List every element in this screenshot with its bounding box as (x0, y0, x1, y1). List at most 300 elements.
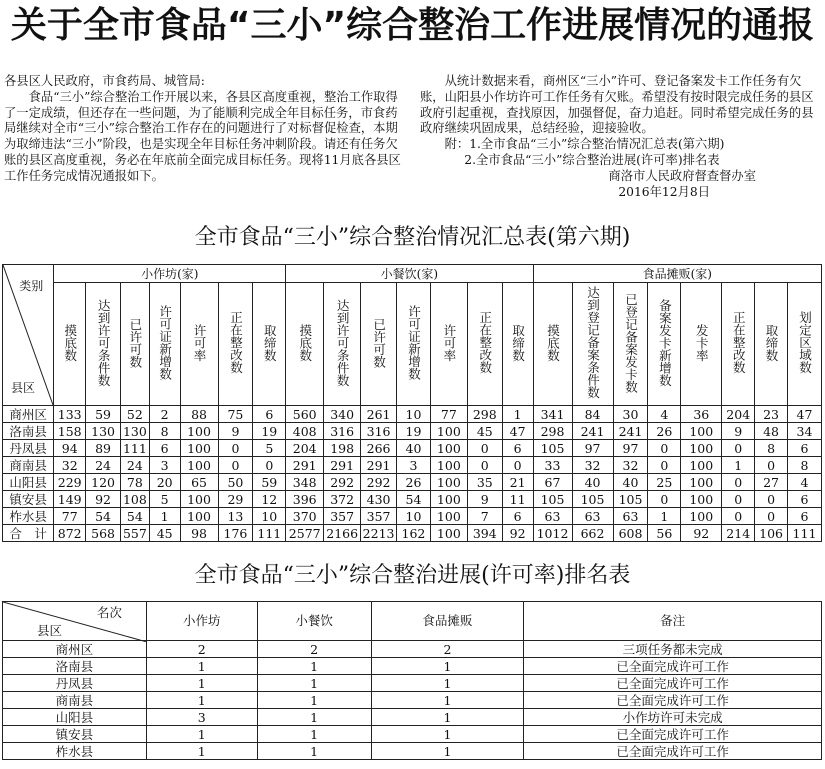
value-cell: 84 (572, 406, 613, 423)
value-cell: 298 (533, 423, 572, 440)
table1-title: 全市食品“三小”综合整治情况汇总表(第六期) (194, 225, 631, 250)
remark-cell: 已全面完成许可工作 (524, 692, 822, 709)
rank-cell: 1 (371, 709, 524, 726)
county-cell: 商州区 (3, 641, 147, 658)
value-cell: 67 (533, 474, 572, 491)
header-vendor: 食品摊贩 (371, 602, 524, 641)
value-cell: 6 (502, 440, 533, 457)
value-cell: 100 (430, 525, 467, 542)
column-header (533, 283, 572, 406)
value-cell: 32 (613, 457, 648, 474)
value-cell: 100 (180, 457, 218, 474)
value-cell: 340 (324, 406, 361, 423)
value-cell: 1012 (533, 525, 572, 542)
value-cell: 298 (467, 406, 502, 423)
column-header-label: 正在整改数 (228, 311, 244, 374)
value-cell: 9 (218, 423, 253, 440)
body-paragraph-2: 从统计数据来看，商州区“三小”许可、登记备案发卡工作任务有欠账，山阳县小作坊许可工作任务有欠账。希望没有按时限完成任务的县区政府引起重视，查找原因，加强督促，奋力追赶。同时希望完成任务的县政府继续巩固成果，总结经验，迎接验收。 (420, 74, 814, 136)
value-cell: 176 (218, 525, 253, 542)
value-cell: 341 (533, 406, 572, 423)
value-cell: 560 (286, 406, 324, 423)
value-cell: 92 (86, 491, 121, 508)
table-row (3, 406, 822, 423)
column-header-label: 正在整改数 (731, 311, 747, 374)
table-row (3, 508, 822, 525)
rank-cell: 1 (146, 743, 257, 760)
value-cell: 11 (502, 491, 533, 508)
body-paragraph-1: 食品“三小”综合整治工作开展以来，各县区高度重视，整治工作取得了一定成绩，但还存在一些问题，为了能顺利完成全年目标任务，市食药局继续对全市“三小”综合整治工作存在的问题进行了对标督促检查，本期为取缔违法“三小”阶段，也是实现全年目标任务冲刺阶段。请还有任务欠账的县区高度重视，务必在年底前全面完成目标任务。现将11月底各县区工作任务完成情况通报如下。 (4, 89, 401, 183)
rank-cell: 1 (257, 709, 371, 726)
column-header-label: 发卡率 (694, 323, 710, 362)
value-cell: 430 (361, 491, 397, 508)
column-header (572, 283, 613, 406)
attachment-1: 附：1.全市食品“三小”综合整治情况汇总表(第六期) (444, 137, 725, 152)
value-cell: 0 (755, 508, 788, 525)
value-cell: 162 (397, 525, 431, 542)
value-cell: 8 (755, 440, 788, 457)
signer: 商洛市人民政府督查督办室 (608, 168, 756, 183)
value-cell: 0 (755, 491, 788, 508)
summary-table (2, 264, 822, 542)
group-header-workshop: 小作坊(家) (54, 265, 286, 283)
value-cell: 0 (218, 440, 253, 457)
value-cell: 241 (613, 423, 648, 440)
column-header-label: 取缔数 (510, 323, 526, 362)
value-cell: 100 (180, 508, 218, 525)
value-cell: 111 (121, 440, 150, 457)
value-cell: 372 (324, 491, 361, 508)
value-cell: 52 (121, 406, 150, 423)
rank-cell: 1 (257, 726, 371, 743)
value-cell: 100 (430, 440, 467, 457)
value-cell: 100 (681, 457, 722, 474)
column-header (787, 283, 821, 406)
table-row (3, 743, 822, 760)
value-cell: 316 (324, 423, 361, 440)
value-cell: 6 (787, 491, 821, 508)
value-cell: 0 (722, 508, 755, 525)
value-cell: 568 (86, 525, 121, 542)
value-cell: 30 (613, 406, 648, 423)
table1-corner-cell (3, 265, 54, 406)
rank-cell: 1 (371, 692, 524, 709)
value-cell: 19 (253, 423, 286, 440)
value-cell: 26 (648, 423, 681, 440)
value-cell: 557 (121, 525, 150, 542)
column-header (54, 283, 86, 406)
value-cell: 0 (467, 457, 502, 474)
value-cell: 100 (180, 491, 218, 508)
value-cell: 292 (324, 474, 361, 491)
column-header-label: 许可证新增数 (157, 305, 173, 380)
column-header (218, 283, 253, 406)
value-cell: 0 (755, 457, 788, 474)
column-header-label: 已许可数 (127, 317, 143, 368)
value-cell: 0 (722, 474, 755, 491)
value-cell: 20 (149, 474, 180, 491)
column-header-label: 许可率 (441, 323, 457, 362)
rank-cell: 1 (257, 743, 371, 760)
value-cell: 5 (149, 491, 180, 508)
date: 2016年12月8日 (618, 184, 710, 199)
value-cell: 229 (54, 474, 86, 491)
table-row (3, 423, 822, 440)
column-header-label: 达到许可条件数 (96, 298, 112, 387)
value-cell: 56 (648, 525, 681, 542)
county-cell: 商南县 (3, 457, 54, 474)
value-cell: 1 (722, 457, 755, 474)
column-header-label: 许可证新增数 (406, 305, 422, 380)
rank-cell: 1 (146, 726, 257, 743)
value-cell: 100 (430, 474, 467, 491)
rank-cell: 2 (257, 641, 371, 658)
summary-table-body (3, 406, 822, 542)
value-cell: 92 (502, 525, 533, 542)
remark-cell: 已全面完成许可工作 (524, 675, 822, 692)
value-cell: 26 (397, 474, 431, 491)
value-cell: 36 (681, 406, 722, 423)
value-cell: 357 (361, 508, 397, 525)
value-cell: 100 (430, 457, 467, 474)
header-restaurant: 小餐饮 (257, 602, 371, 641)
value-cell: 0 (253, 457, 286, 474)
value-cell: 2213 (361, 525, 397, 542)
value-cell: 105 (613, 491, 648, 508)
column-header (467, 283, 502, 406)
county-cell: 商州区 (3, 406, 54, 423)
corner-label-county: 县区 (37, 623, 63, 638)
value-cell: 65 (180, 474, 218, 491)
value-cell: 29 (218, 491, 253, 508)
county-cell: 柞水县 (3, 743, 147, 760)
remark-cell: 小作坊许可未完成 (524, 709, 822, 726)
value-cell: 12 (253, 491, 286, 508)
value-cell: 45 (149, 525, 180, 542)
value-cell: 149 (54, 491, 86, 508)
value-cell: 34 (787, 423, 821, 440)
remark-cell: 三项任务都未完成 (524, 641, 822, 658)
value-cell: 204 (286, 440, 324, 457)
value-cell: 32 (54, 457, 86, 474)
value-cell: 5 (253, 440, 286, 457)
value-cell: 89 (86, 440, 121, 457)
value-cell: 33 (533, 457, 572, 474)
value-cell: 27 (755, 474, 788, 491)
value-cell: 100 (681, 423, 722, 440)
table2-corner-cell (3, 602, 147, 641)
value-cell: 292 (361, 474, 397, 491)
table-row (3, 457, 822, 474)
corner-label-rank: 名次 (96, 605, 122, 620)
value-cell: 130 (121, 423, 150, 440)
value-cell: 92 (681, 525, 722, 542)
column-header (86, 283, 121, 406)
value-cell: 106 (755, 525, 788, 542)
header-remarks: 备注 (524, 602, 822, 641)
value-cell: 100 (430, 508, 467, 525)
value-cell: 0 (218, 457, 253, 474)
value-cell: 100 (180, 423, 218, 440)
column-header-label: 达到许可条件数 (335, 298, 351, 387)
column-header-row (3, 283, 822, 406)
value-cell: 40 (397, 440, 431, 457)
column-header (149, 283, 180, 406)
column-header (722, 283, 755, 406)
value-cell: 0 (648, 440, 681, 457)
value-cell: 35 (467, 474, 502, 491)
value-cell: 6 (502, 508, 533, 525)
header-workshop: 小作坊 (146, 602, 257, 641)
value-cell: 0 (722, 491, 755, 508)
value-cell: 10 (397, 508, 431, 525)
column-header (180, 283, 218, 406)
value-cell: 32 (572, 457, 613, 474)
column-header (286, 283, 324, 406)
column-header (121, 283, 150, 406)
county-cell: 丹凤县 (3, 675, 147, 692)
column-header-label: 取缔数 (764, 323, 780, 362)
column-header-label: 摸底数 (545, 323, 561, 362)
headline: 关于全市食品“三小”综合整治工作进展情况的通报 (10, 5, 815, 46)
table-row (3, 658, 822, 675)
value-cell: 94 (54, 440, 86, 457)
county-cell: 山阳县 (3, 474, 54, 491)
value-cell: 662 (572, 525, 613, 542)
value-cell: 23 (755, 406, 788, 423)
value-cell: 77 (430, 406, 467, 423)
value-cell: 54 (86, 508, 121, 525)
value-cell: 97 (613, 440, 648, 457)
value-cell: 348 (286, 474, 324, 491)
table-row (3, 726, 822, 743)
value-cell: 357 (324, 508, 361, 525)
column-header (430, 283, 467, 406)
rank-cell: 1 (371, 726, 524, 743)
rank-cell: 1 (146, 658, 257, 675)
value-cell: 19 (397, 423, 431, 440)
value-cell: 261 (361, 406, 397, 423)
ranking-table (2, 601, 822, 760)
value-cell: 40 (572, 474, 613, 491)
county-cell: 洛南县 (3, 658, 147, 675)
rank-cell: 1 (257, 692, 371, 709)
value-cell: 0 (648, 457, 681, 474)
column-header (361, 283, 397, 406)
column-header (648, 283, 681, 406)
column-header (755, 283, 788, 406)
value-cell: 111 (253, 525, 286, 542)
value-cell: 63 (533, 508, 572, 525)
value-cell: 63 (613, 508, 648, 525)
column-header-label: 摸底数 (297, 323, 313, 362)
value-cell: 198 (324, 440, 361, 457)
table2-title: 全市食品“三小”综合整治进展(许可率)排名表 (194, 563, 631, 588)
value-cell: 88 (180, 406, 218, 423)
value-cell: 7 (467, 508, 502, 525)
value-cell: 78 (121, 474, 150, 491)
value-cell: 100 (180, 440, 218, 457)
column-header-label: 已许可数 (371, 317, 387, 368)
value-cell: 8 (787, 457, 821, 474)
value-cell: 45 (467, 423, 502, 440)
value-cell: 21 (502, 474, 533, 491)
value-cell: 370 (286, 508, 324, 525)
value-cell: 59 (253, 474, 286, 491)
value-cell: 9 (722, 423, 755, 440)
value-cell: 6 (787, 508, 821, 525)
value-cell: 291 (286, 457, 324, 474)
value-cell: 59 (86, 406, 121, 423)
value-cell: 48 (755, 423, 788, 440)
column-header (324, 283, 361, 406)
value-cell: 108 (121, 491, 150, 508)
value-cell: 291 (361, 457, 397, 474)
value-cell: 396 (286, 491, 324, 508)
value-cell: 9 (467, 491, 502, 508)
value-cell: 1 (149, 508, 180, 525)
county-cell: 柞水县 (3, 508, 54, 525)
column-header-label: 许可率 (192, 323, 208, 362)
column-header-label: 摸底数 (62, 323, 78, 362)
value-cell: 3 (397, 457, 431, 474)
county-cell: 商南县 (3, 692, 147, 709)
county-cell: 洛南县 (3, 423, 54, 440)
value-cell: 54 (121, 508, 150, 525)
remark-cell: 已全面完成许可工作 (524, 743, 822, 760)
value-cell: 2577 (286, 525, 324, 542)
value-cell: 2 (149, 406, 180, 423)
table-row (3, 474, 822, 491)
value-cell: 97 (572, 440, 613, 457)
table-row (3, 709, 822, 726)
column-header (253, 283, 286, 406)
column-header-label: 划定区域数 (797, 311, 813, 374)
value-cell: 214 (722, 525, 755, 542)
column-header (613, 283, 648, 406)
value-cell: 608 (613, 525, 648, 542)
value-cell: 25 (648, 474, 681, 491)
corner-label-category: 类别 (19, 279, 44, 293)
value-cell: 6 (149, 440, 180, 457)
value-cell: 1 (502, 406, 533, 423)
column-header (681, 283, 722, 406)
column-header-label: 达到登记备案条件数 (585, 286, 601, 399)
county-cell: 合 计 (3, 525, 54, 542)
rank-cell: 1 (371, 675, 524, 692)
value-cell: 8 (149, 423, 180, 440)
value-cell: 872 (54, 525, 86, 542)
value-cell: 204 (722, 406, 755, 423)
value-cell: 3 (149, 457, 180, 474)
value-cell: 111 (787, 525, 821, 542)
group-header-restaurant: 小餐饮(家) (286, 265, 533, 283)
table-row (3, 641, 822, 658)
rank-cell: 1 (257, 658, 371, 675)
value-cell: 4 (648, 406, 681, 423)
rank-cell: 1 (371, 743, 524, 760)
value-cell: 98 (180, 525, 218, 542)
value-cell: 47 (787, 406, 821, 423)
value-cell: 4 (787, 474, 821, 491)
value-cell: 0 (648, 491, 681, 508)
column-header-label: 取缔数 (262, 323, 278, 362)
value-cell: 2166 (324, 525, 361, 542)
value-cell: 50 (218, 474, 253, 491)
value-cell: 133 (54, 406, 86, 423)
column-header (397, 283, 431, 406)
value-cell: 105 (533, 440, 572, 457)
value-cell: 75 (218, 406, 253, 423)
group-header-vendor: 食品摊贩(家) (533, 265, 822, 283)
value-cell: 100 (681, 491, 722, 508)
remark-cell: 已全面完成许可工作 (524, 658, 822, 675)
column-header (502, 283, 533, 406)
value-cell: 100 (681, 474, 722, 491)
value-cell: 47 (502, 423, 533, 440)
value-cell: 63 (572, 508, 613, 525)
rank-cell: 2 (146, 641, 257, 658)
rank-cell: 1 (371, 658, 524, 675)
county-cell: 镇安县 (3, 491, 54, 508)
value-cell: 394 (467, 525, 502, 542)
value-cell: 0 (467, 440, 502, 457)
value-cell: 316 (361, 423, 397, 440)
value-cell: 266 (361, 440, 397, 457)
value-cell: 0 (722, 440, 755, 457)
letter-left-column (4, 74, 408, 185)
value-cell: 6 (253, 406, 286, 423)
attachment-2: 2.全市食品“三小”综合整治进展(许可率)排名表 (464, 152, 720, 167)
column-header-label: 已登记备案发卡数 (623, 292, 639, 393)
table-row (3, 491, 822, 508)
value-cell: 10 (253, 508, 286, 525)
value-cell: 105 (572, 491, 613, 508)
value-cell: 0 (502, 457, 533, 474)
value-cell: 24 (86, 457, 121, 474)
rank-cell: 2 (371, 641, 524, 658)
rank-cell: 1 (146, 675, 257, 692)
county-cell: 山阳县 (3, 709, 147, 726)
corner-label-county: 县区 (11, 381, 36, 395)
value-cell: 158 (54, 423, 86, 440)
value-cell: 130 (86, 423, 121, 440)
rank-cell: 3 (146, 709, 257, 726)
table-row (3, 675, 822, 692)
county-cell: 镇安县 (3, 726, 147, 743)
ranking-table-body (3, 641, 822, 760)
value-cell: 100 (681, 440, 722, 457)
value-cell: 54 (397, 491, 431, 508)
table-row (3, 525, 822, 542)
table-row (3, 692, 822, 709)
value-cell: 13 (218, 508, 253, 525)
salutation: 各县区人民政府，市食药局、城管局: (4, 74, 205, 88)
remark-cell: 已全面完成许可工作 (524, 726, 822, 743)
value-cell: 10 (397, 406, 431, 423)
county-cell: 丹凤县 (3, 440, 54, 457)
value-cell: 241 (572, 423, 613, 440)
rank-cell: 1 (257, 675, 371, 692)
value-cell: 1 (648, 508, 681, 525)
value-cell: 40 (613, 474, 648, 491)
value-cell: 24 (121, 457, 150, 474)
column-header-label: 正在整改数 (477, 311, 493, 374)
column-header-label: 备案发卡新增数 (657, 298, 673, 387)
value-cell: 291 (324, 457, 361, 474)
table-row (3, 440, 822, 457)
rank-cell: 1 (146, 692, 257, 709)
value-cell: 100 (430, 423, 467, 440)
